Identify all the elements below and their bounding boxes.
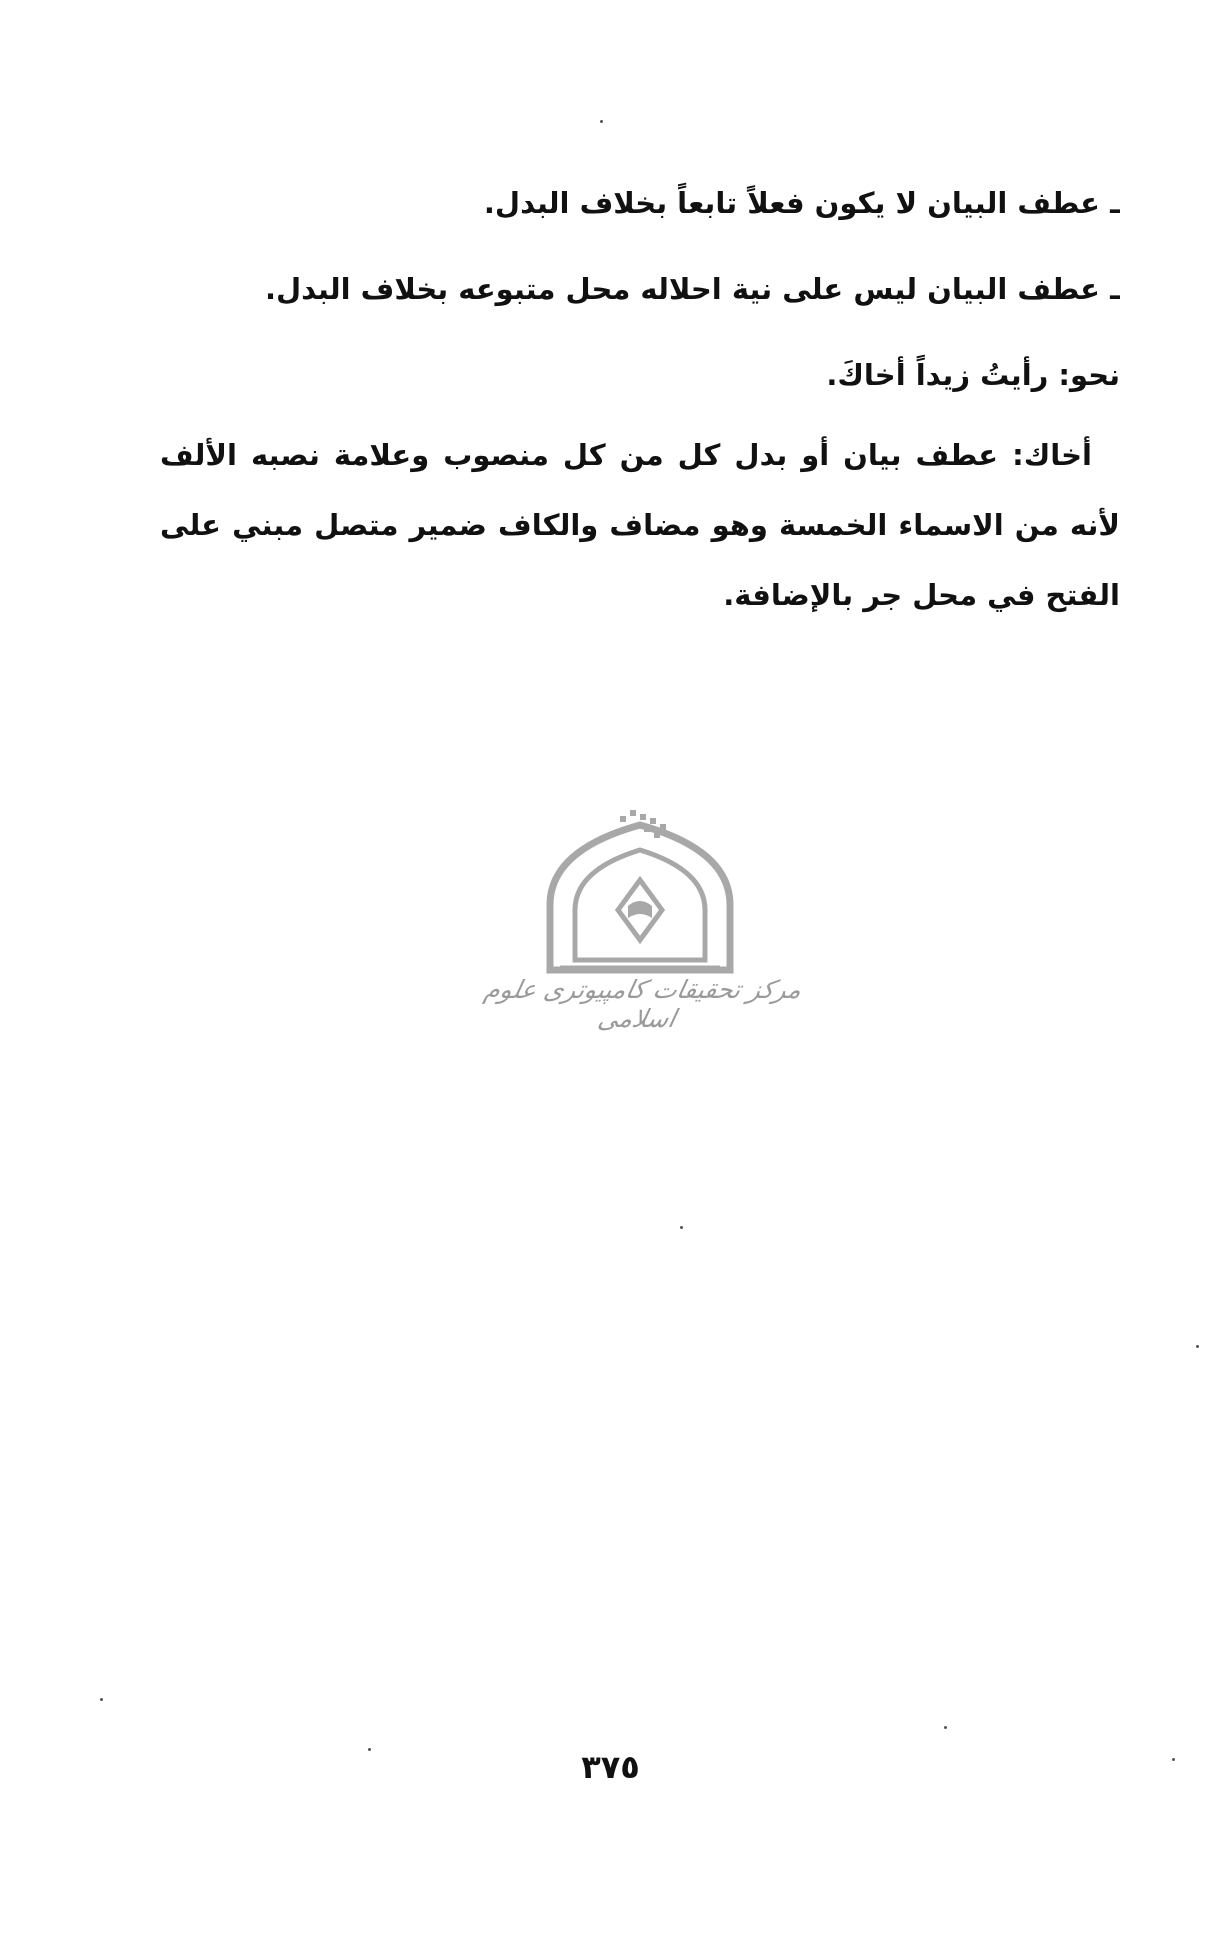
text-line-3: نحو: رأيتُ زيداً أخاكَ. [826, 358, 1120, 392]
text-line-2: ـ عطف البيان ليس على نية احلاله محل متبوعه بخلاف البدل. [264, 272, 1120, 306]
watermark-logo [480, 810, 805, 1050]
text-paragraph: أخاك: عطف بيان أو بدل كل من كل منصوب وعلامة نصبه الألف لأنه من الاسماء الخمسة وهو مضاف والكاف ضمير متصل مبني على الفتح في محل جر بالإضافة. [160, 438, 1120, 612]
scan-speck [600, 120, 603, 123]
watermark-emblem-icon [480, 810, 800, 980]
text-line-1: ـ عطف البيان لا يكون فعلاً تابعاً بخلاف البدل. [483, 186, 1120, 220]
scan-speck [1172, 1758, 1175, 1761]
main-text [160, 160, 1120, 630]
scan-speck [368, 1748, 371, 1751]
watermark-caption: مرکز تحقیقات کامپیوتری علوم اسلامی [481, 975, 805, 1033]
scan-speck [100, 1698, 103, 1701]
scan-speck [944, 1726, 947, 1729]
scan-speck [680, 1226, 683, 1229]
scan-speck [1196, 1345, 1199, 1348]
page-number: ٣٧٥ [581, 1748, 640, 1786]
